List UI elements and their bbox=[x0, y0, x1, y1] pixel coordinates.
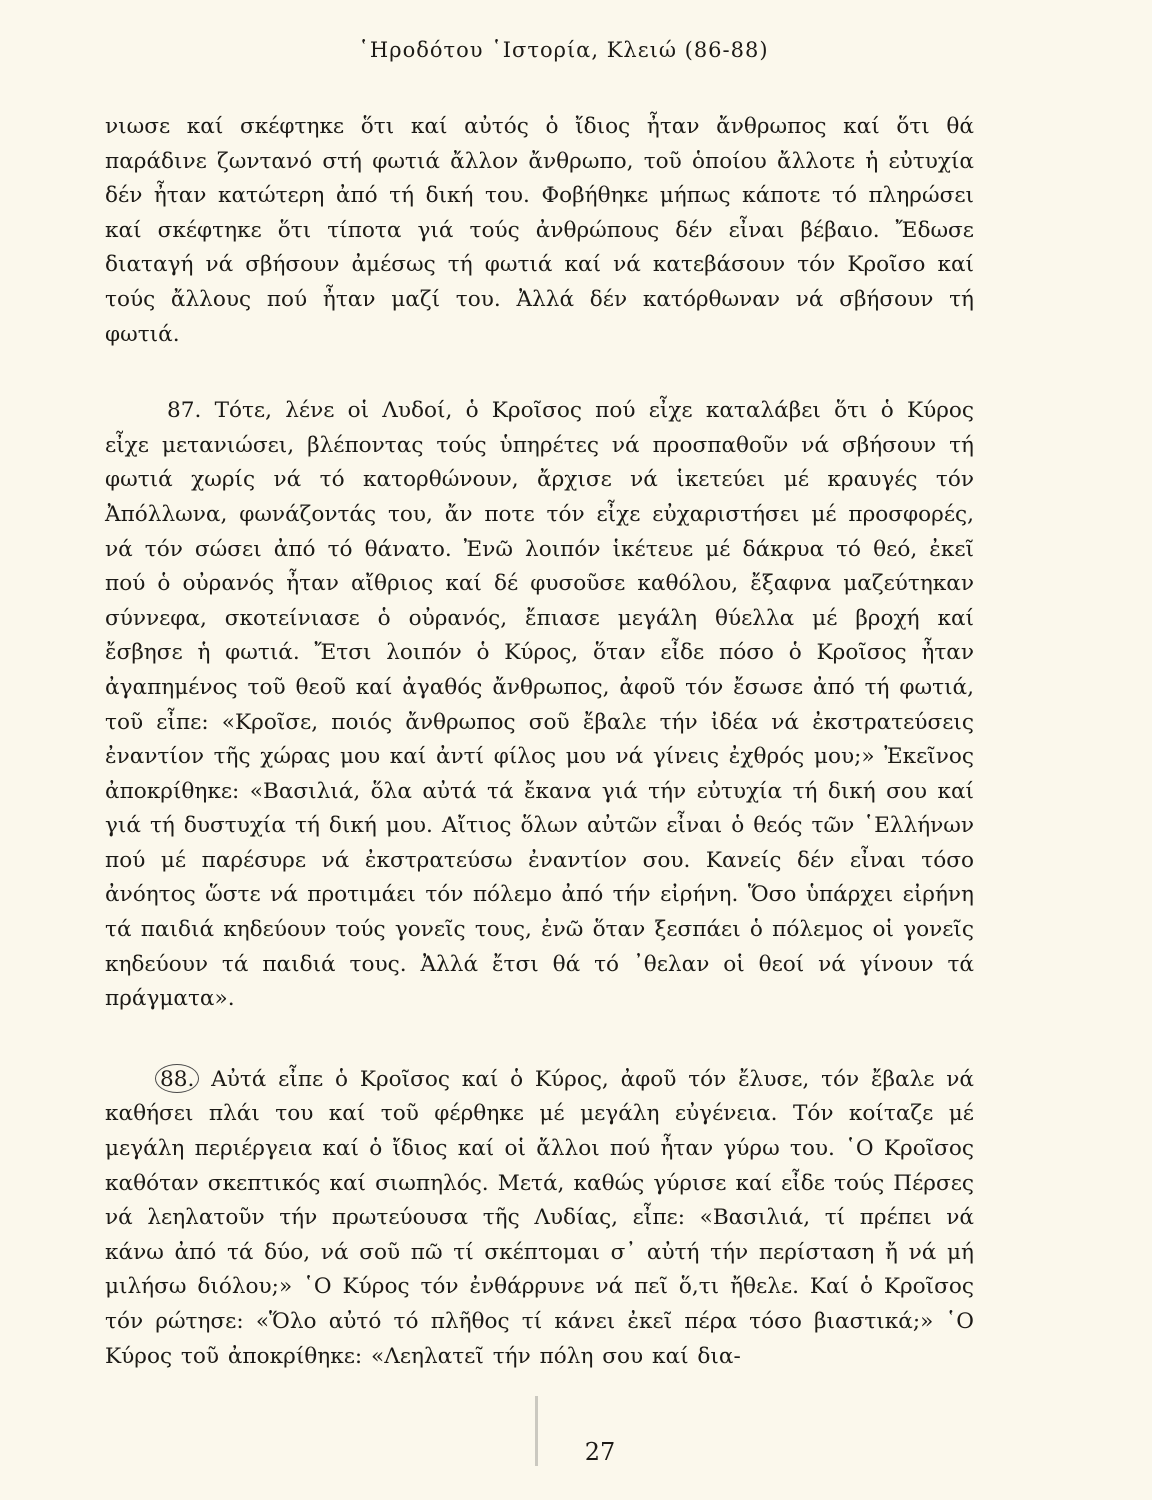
section-number-88: 88. bbox=[155, 1064, 199, 1093]
paragraph-88-text: Αὐτά εἶπε ὁ Κροῖσος καί ὁ Κύρος, ἀφοῦ τόν ἔλυσε, τόν ἔβαλε νά καθήσει πλάι του καί τοῦ φέρθηκε μέ μεγάλη εὐγένεια. Τόν κοίταζε μέ μεγάλη περιέργεια καί ὁ ἴδιος καί οἱ ἄλλοι πού ἦταν γύρω του. ῾Ο Κροῖσος καθόταν σκεπτικός καί σιωπηλός. Μετά, καθώς γύρισε καί εἶδε τούς Πέρσες νά λεηλατοῦν τήν πρωτεύουσα τῆς Λυδίας, εἶπε: «Βασιλιά, τί πρέπει νά κάνω ἀπό τά δύο, νά σοῦ πῶ τί σκέπτομαι σ᾽ αὐτή τήν περίσταση ἤ νά μή μιλήσω διόλου;» ῾Ο Κύρος τόν ἐνθάρρυνε νά πεῖ ὅ,τι ἤθελε. Καί ὁ Κροῖσος τόν ρώτησε: «Ὅλο αὐτό τό πλῆθος τί κάνει ἐκεῖ πέρα τόσο βιαστικά;» ῾Ο Κύρος τοῦ ἀποκρίθηκε: «Λεηλατεῖ τήν πόλη σου καί δια- bbox=[105, 1066, 974, 1369]
paragraph-87 bbox=[105, 394, 974, 1017]
paragraph-87-text: Τότε, λένε οἱ Λυδοί, ὁ Κροῖσος πού εἶχε καταλάβει ὅτι ὁ Κύρος εἶχε μετανιώσει, βλέποντας τούς ὑπηρέτες νά προσπαθοῦν νά σβήσουν τή φωτιά χωρίς νά τό κατορθώνουν, ἄρχισε νά ἱκετεύει μέ κραυγές τόν Ἀπόλλωνα, φωνάζοντάς του, ἄν ποτε τόν εἶχε εὐχαριστήσει μέ προσφορές, νά τόν σώσει ἀπό τό θάνατο. Ἐνῶ λοιπόν ἱκέτευε μέ δάκρυα τό θεό, ἐκεῖ πού ὁ οὐρανός ἦταν αἴθριος καί δέ φυσοῦσε καθόλου, ἔξαφνα μαζεύτηκαν σύννεφα, σκοτείνιασε ὁ οὐρανός, ἔπιασε μεγάλη θύελλα μέ βροχή καί ἔσβησε ἡ φωτιά. Ἔτσι λοιπόν ὁ Κύρος, ὅταν εἶδε πόσο ὁ Κροῖσος ἦταν ἀγαπημένος τοῦ θεοῦ καί ἀγαθός ἄνθρωπος, ἀφοῦ τόν ἔσωσε ἀπό τή φωτιά, τοῦ εἶπε: «Κροῖσε, ποιός ἄνθρωπος σοῦ ἔβαλε τήν ἰδέα νά ἐκστρατεύσεις ἐναντίον τῆς χώρας μου καί ἀντί φίλος μου νά γίνεις ἐχθρός μου;» Ἐκεῖνος ἀποκρίθηκε: «Βασιλιά, ὅλα αὐτά τά ἔκανα γιά τήν εὐτυχία τή δική σου καί γιά τή δυστυχία τή δική μου. Αἴτιος ὅλων αὐτῶν εἶναι ὁ θεός τῶν ῾Ελλήνων πού μέ παρέσυρε νά ἐκστρατεύσω ἐναντίον σου. Κανείς δέν εἶναι τόσο ἀνόητος ὥστε νά προτιμάει τόν πόλεμο ἀπό τήν εἰρήνη. Ὅσο ὑπάρχει εἰρήνη τά παιδιά κηδεύουν τούς γονεῖς τους, ἐνῶ ὅταν ξεσπάει ὁ πόλεμος οἱ γονεῖς κηδεύουν τά παιδιά τους. Ἀλλά ἔτσι θά τό ᾽θελαν οἱ θεοί νά γίνουν τά πράγματα». bbox=[105, 398, 974, 1012]
running-title: ῾Ηροδότου ῾Ιστορία, Κλειώ (86-88) bbox=[358, 38, 769, 62]
section-number-87: 87. bbox=[167, 398, 202, 424]
page-number: 27 bbox=[584, 1438, 616, 1466]
paragraph-88 bbox=[105, 1063, 974, 1374]
paragraph-86-continuation: νιωσε καί σκέφτηκε ὅτι καί αὐτός ὁ ἴδιος ἦταν ἄνθρωπος καί ὅτι θά παράδινε ζωντανό στή φωτιά ἄλλον ἄνθρωπο, τοῦ ὁποίου ἄλλοτε ἡ εὐτυχία δέν ἦταν κατώτερη ἀπό τή δική του. Φοβήθηκε μήπως κάποτε τό πληρώσει καί σκέφτηκε ὅτι τίποτα γιά τούς ἀνθρώπους δέν εἶναι βέβαιο. Ἔδωσε διαταγή νά σβήσουν ἀμέσως τή φωτιά καί νά κατεβάσουν τόν Κροῖσο καί τούς ἄλλους πού ἦταν μαζί του. Ἀλλά δέν κατόρθωναν νά σβήσουν τή φωτιά. bbox=[105, 114, 974, 347]
